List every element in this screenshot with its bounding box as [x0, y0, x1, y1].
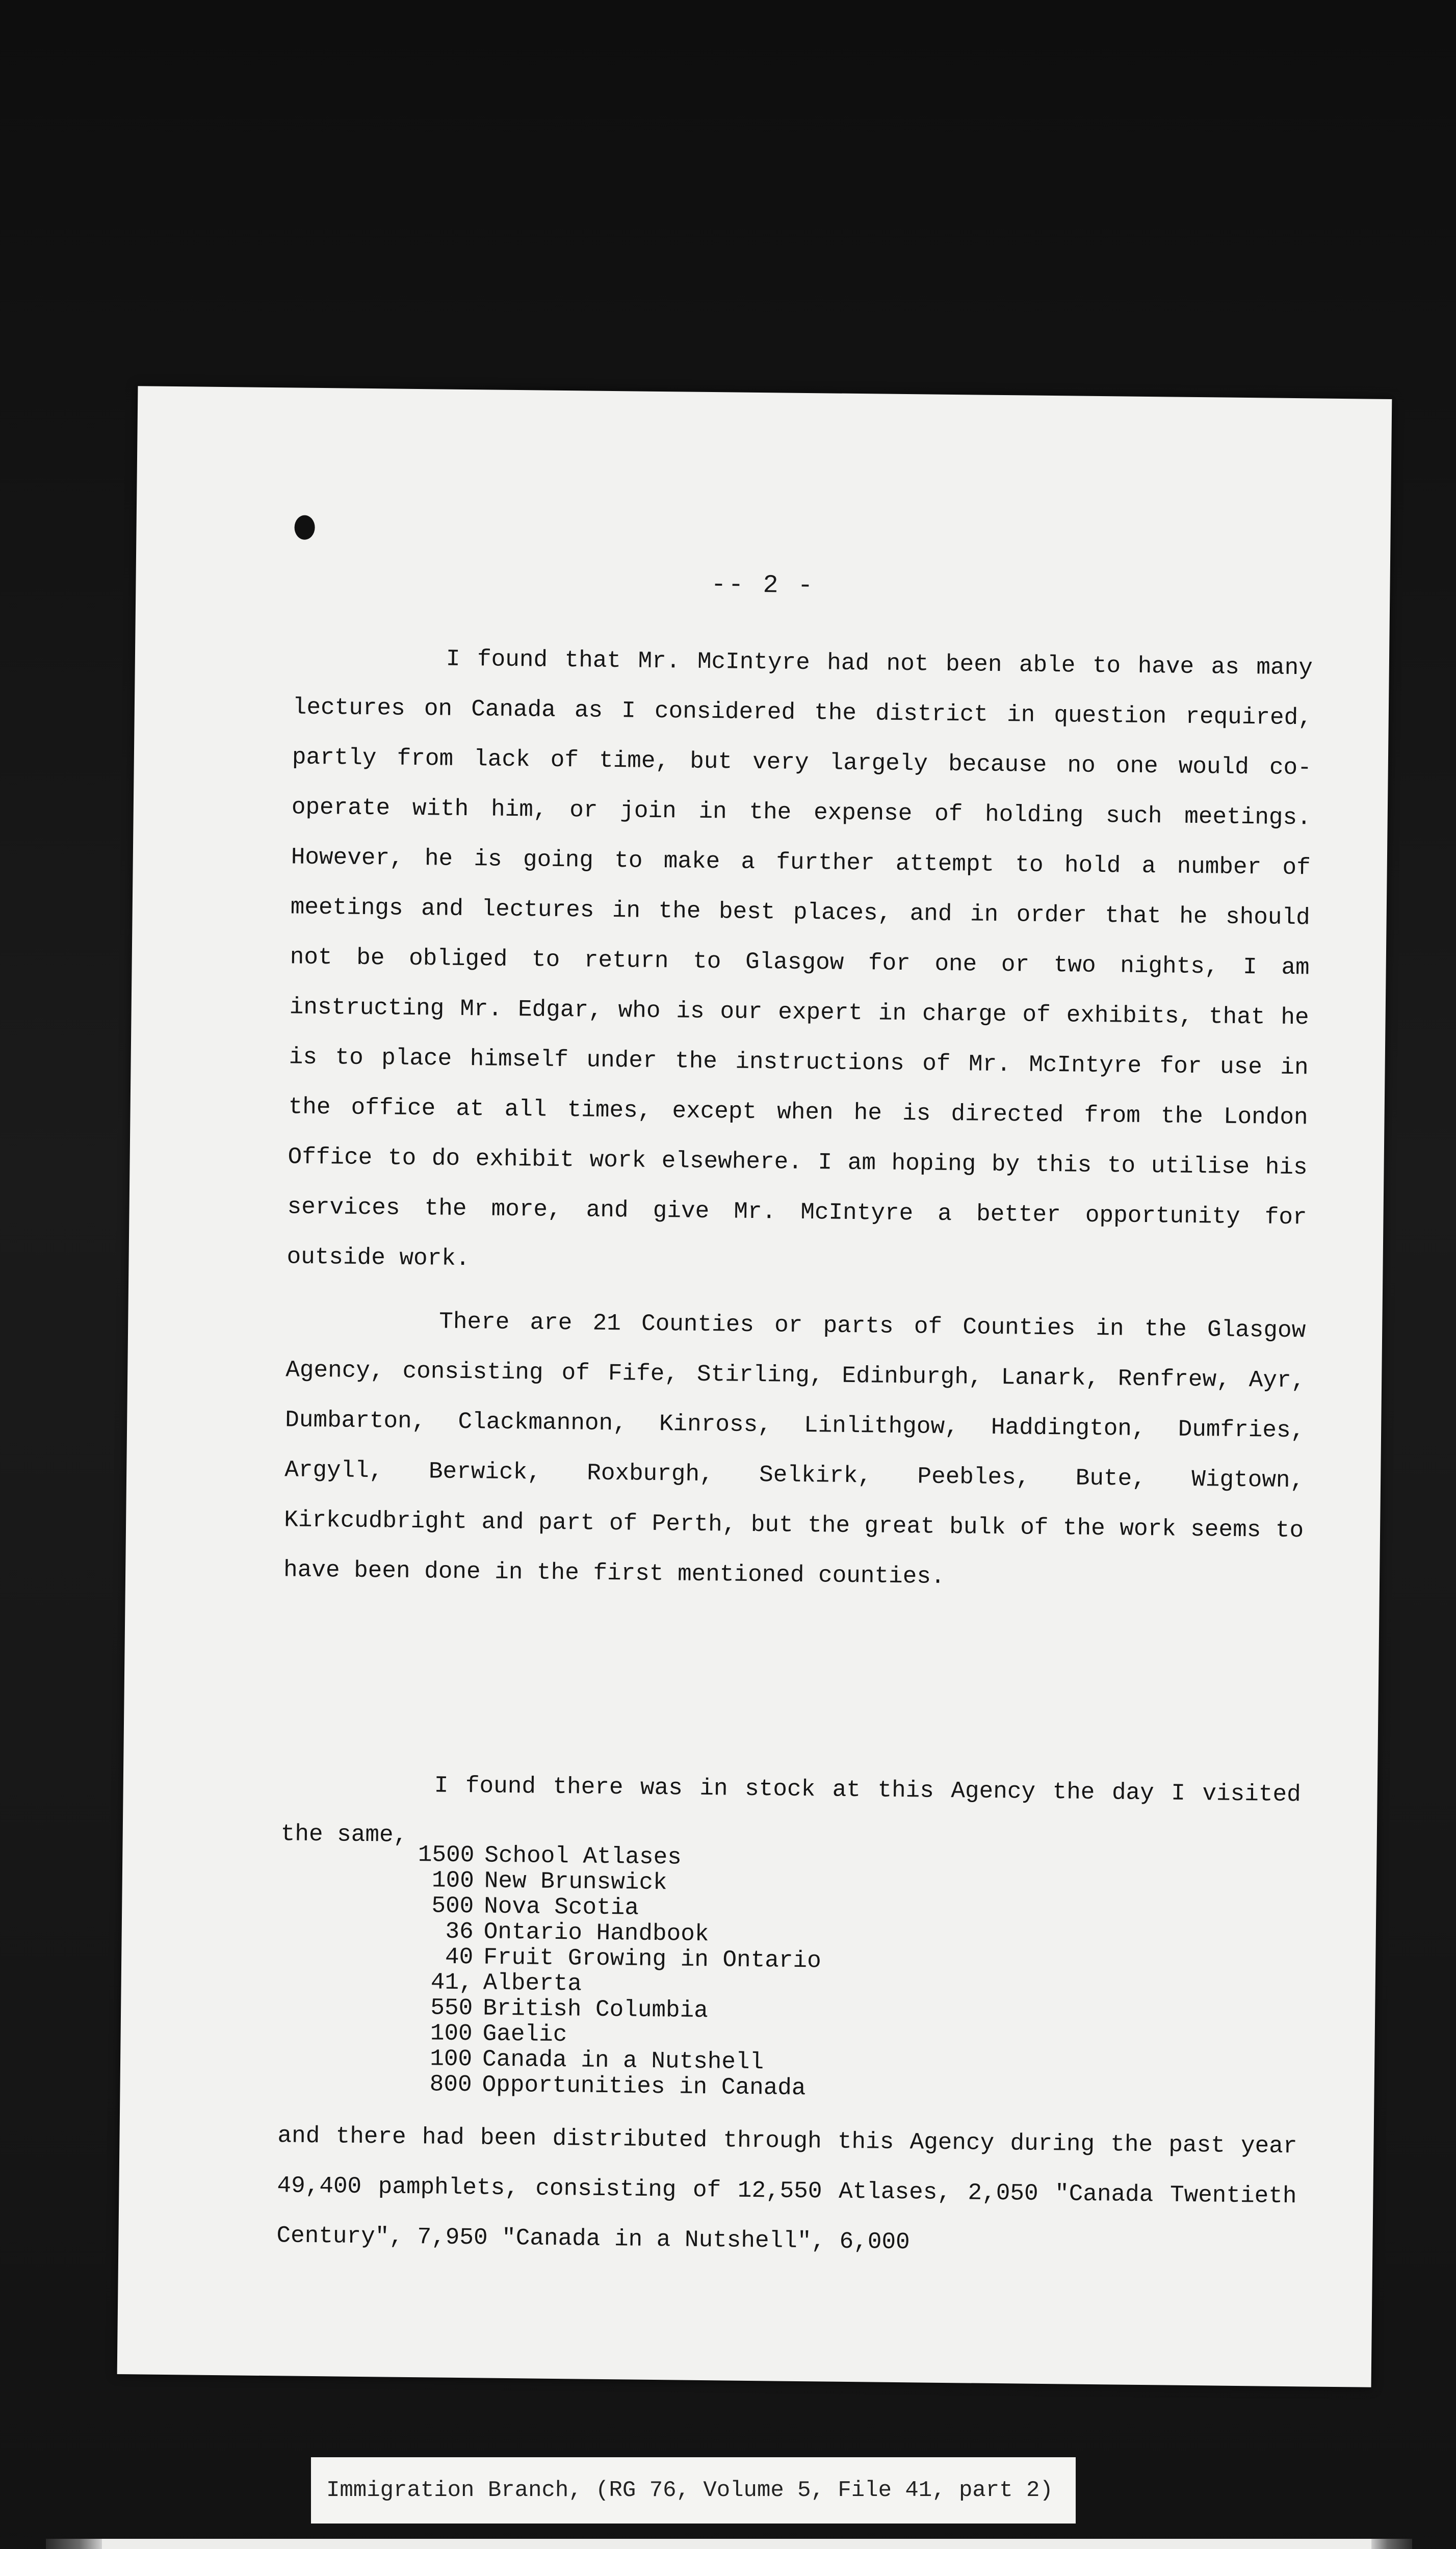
paragraph-counties: [283, 1295, 1306, 1605]
file-reference-label: Immigration Branch, (RG 76, Volume 5, File 41, part 2): [311, 2457, 1076, 2524]
pamphlet-title: Alberta: [483, 1969, 582, 1997]
pamphlet-title: Opportunities in Canada: [482, 2071, 806, 2102]
pamphlet-qty: 100: [430, 2045, 473, 2073]
pamphlet-title: Canada in a Nutshell: [482, 2046, 764, 2076]
pamphlet-title: Ontario Handbook: [483, 1918, 709, 1948]
pamphlet-qty: 41,: [430, 1969, 473, 1996]
pamphlet-qty: 500: [431, 1892, 474, 1920]
paragraph-text: and there had been distributed through this Agency during the past year 49,400 pamphlets, consisting of 12,550 Atlases, 2,050 "Canada Twentieth Century", 7,950 "Canada in a Nutshell", 6,000: [276, 2122, 1297, 2256]
pamphlet-qty: 100: [430, 2020, 473, 2047]
list-item: [400, 2071, 820, 2101]
pamphlet-title: Gaelic: [482, 2020, 567, 2048]
pamphlet-qty: 36: [445, 1918, 474, 1945]
pamphlet-title: New Brunswick: [484, 1867, 667, 1896]
pamphlet-qty: 40: [445, 1943, 474, 1971]
page-number: -- 2 -: [711, 570, 815, 601]
pamphlet-title: Fruit Growing in Ontario: [483, 1944, 821, 1974]
film-edge-right: [1371, 2539, 1412, 2549]
pamphlet-qty: 550: [430, 1994, 473, 2022]
pamphlet-qty: 100: [431, 1867, 475, 1894]
pamphlet-list: [400, 1842, 822, 2101]
paragraph-text: I found there was in stock at this Agency the day I visited the same,: [280, 1772, 1301, 1849]
paragraph-text: I found that Mr. McIntyre had not been able to have as many lectures on Canada as I considered the district in question required, partly from lack of time, but very largely because no one would co-operate with him, or join in the expense of holding such meetings. However, he is going to make a further attempt to hold a number of meetings and lectures in the best places, and in order that he should not be obliged to return to Glasgow for one or two nights, I am instructing Mr. Edgar, who is our expert in charge of exhibits, that he is to place himself under the instructions of Mr. McIntyre for use in the office at all times, except when he is directed from the London Office to do exhibit work elsewhere. I am hoping by this to utilise his services the more, and give Mr. McIntyre a better opportunity for outside work.: [287, 645, 1313, 1272]
ink-smudge: [294, 515, 315, 539]
paragraph-distribution: [276, 2111, 1297, 2271]
pamphlet-qty: 1500: [418, 1841, 475, 1869]
pamphlet-title: School Atlases: [484, 1842, 682, 1871]
pamphlet-title: British Columbia: [482, 1995, 709, 2024]
paragraph-lectures: [287, 632, 1313, 1292]
document-page: [117, 386, 1392, 2387]
film-edge-left: [46, 2539, 102, 2549]
paragraph-text: There are 21 Counties or parts of Counties in the Glasgow Agency, consisting of Fife, Stirling, Edinburgh, Lanark, Renfrew, Ayr, Dumbarton, Clackmannon, Kinross, Linlithgow, Haddington, Dumfries, Argyll, Berwick, Roxburgh, Selkirk, Peebles, Bute, Wigtown, Kirkcudbright and part of Perth, but the great bulk of the work seems to have been done in the first mentioned counties.: [283, 1308, 1306, 1590]
pamphlet-title: Nova Scotia: [484, 1893, 639, 1921]
pamphlet-qty: 800: [429, 2071, 472, 2098]
archives-stamp: [46, 2539, 1412, 2549]
